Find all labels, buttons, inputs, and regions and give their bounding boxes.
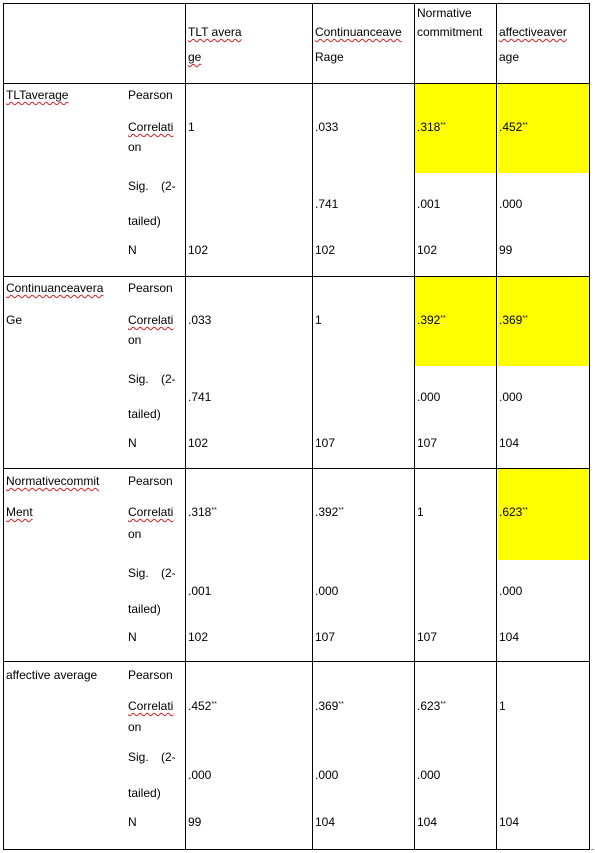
table-corner-mark [591,849,594,850]
table-border-bottom [3,849,590,850]
row1-label-sig-tail: (2- [161,179,176,193]
row1-sig-normative: .001 [417,197,441,211]
table-border-left [3,3,4,850]
table-border-right [589,3,590,850]
row1-label-on: on [128,140,142,154]
header-affective-line1: affectiveaver [499,25,567,39]
table-rule-row1 [3,276,590,277]
row2-n-affective: 104 [499,436,520,450]
row1-n-affective: 99 [499,243,513,257]
row4-sig-tlt: .000 [188,768,212,782]
row4-label-correlation: Correlati [128,699,174,713]
row1-sig-continuance: .741 [315,197,339,211]
table-col-divider-1 [185,3,186,850]
row4-sig-normative: .000 [417,768,441,782]
row3-pearson-affective: .623** [499,505,528,519]
row1-label-sig: Sig. [128,179,149,193]
header-continuance-line2: Rage [315,50,344,64]
row2-name-line2: Ge [6,313,23,327]
row4-label-sig: Sig. [128,750,149,764]
row1-n-normative: 102 [417,243,438,257]
row3-name-line1: Normativecommit [6,474,100,488]
row2-sig-affective: .000 [499,390,523,404]
row1-pearson-normative: .318** [417,120,446,134]
row2-n-normative: 107 [417,436,438,450]
row4-label-sig-tail: (2- [161,750,176,764]
row4-n-normative: 104 [417,815,438,829]
row1-label-tailed: tailed) [128,214,161,228]
row2-label-tailed: tailed) [128,407,161,421]
row3-n-affective: 104 [499,630,520,644]
row4-n-affective: 104 [499,815,520,829]
table-rule-row2 [3,468,590,469]
row4-label-n: N [128,815,137,829]
table-col-divider-2 [312,3,313,850]
row1-label-correlation: Correlati [128,120,174,134]
row2-n-tlt: 102 [188,436,209,450]
row4-label-tailed: tailed) [128,786,161,800]
header-normative-line1: Normative [417,6,472,20]
row2-label-n: N [128,436,137,450]
row3-n-tlt: 102 [188,630,209,644]
row4-label-on: on [128,720,142,734]
table-rule-header [3,83,590,84]
row4-label-pearson: Pearson [128,668,173,682]
row4-pearson-normative: .623** [417,699,446,713]
row2-label-sig: Sig. [128,372,149,386]
row4-n-tlt: 99 [188,815,202,829]
row1-n-tlt: 102 [188,243,209,257]
row4-sig-continuance: .000 [315,768,339,782]
header-normative-line2: commitment [417,25,483,39]
header-tlt-line2: ge [188,50,202,64]
row3-label-sig: Sig. [128,566,149,580]
row1-pearson-affective: .452** [499,120,528,134]
row3-label-pearson: Pearson [128,474,173,488]
row3-name-line2: Ment [6,505,33,519]
row2-n-continuance: 107 [315,436,336,450]
row2-label-sig-tail: (2- [161,372,176,386]
row4-pearson-affective: 1 [499,699,506,713]
row1-pearson-continuance: .033 [315,120,339,134]
row2-pearson-affective: .369** [499,313,528,327]
row2-pearson-continuance: 1 [315,313,322,327]
row2-pearson-normative: .392** [417,313,446,327]
row3-sig-affective: .000 [499,584,523,598]
row1-n-continuance: 102 [315,243,336,257]
table-col-divider-4 [496,3,497,850]
row3-label-on: on [128,527,142,541]
row3-pearson-normative: 1 [417,505,424,519]
table-border-top [3,3,590,4]
header-affective-line2: age [499,50,520,64]
row1-label-pearson: Pearson [128,88,173,102]
row3-label-n: N [128,630,137,644]
row2-pearson-tlt: .033 [188,313,212,327]
row2-sig-tlt: .741 [188,390,212,404]
header-continuance-line1: Continuanceave [315,25,402,39]
row2-label-on: on [128,333,142,347]
row3-n-continuance: 107 [315,630,336,644]
header-tlt-line1: TLT avera [188,25,242,39]
table-rule-row3 [3,661,590,662]
row4-pearson-tlt: .452** [188,699,217,713]
row1-pearson-tlt: 1 [188,120,195,134]
row3-label-tailed: tailed) [128,602,161,616]
row2-sig-normative: .000 [417,390,441,404]
row3-n-normative: 107 [417,630,438,644]
row2-label-correlation: Correlati [128,313,174,327]
row3-pearson-continuance: .392** [315,505,344,519]
row3-label-correlation: Correlati [128,505,174,519]
row1-label-n: N [128,243,137,257]
row2-label-pearson: Pearson [128,281,173,295]
row2-name-line1: Continuanceavera [6,281,104,295]
row4-pearson-continuance: .369** [315,699,344,713]
row4-name: affective average [6,668,98,682]
row4-n-continuance: 104 [315,815,336,829]
table-col-divider-3 [414,3,415,850]
row3-pearson-tlt: .318** [188,505,217,519]
row3-sig-tlt: .001 [188,584,212,598]
row1-sig-affective: .000 [499,197,523,211]
row1-name: TLTaverage [6,88,69,102]
row3-label-sig-tail: (2- [161,566,176,580]
row3-sig-continuance: .000 [315,584,339,598]
